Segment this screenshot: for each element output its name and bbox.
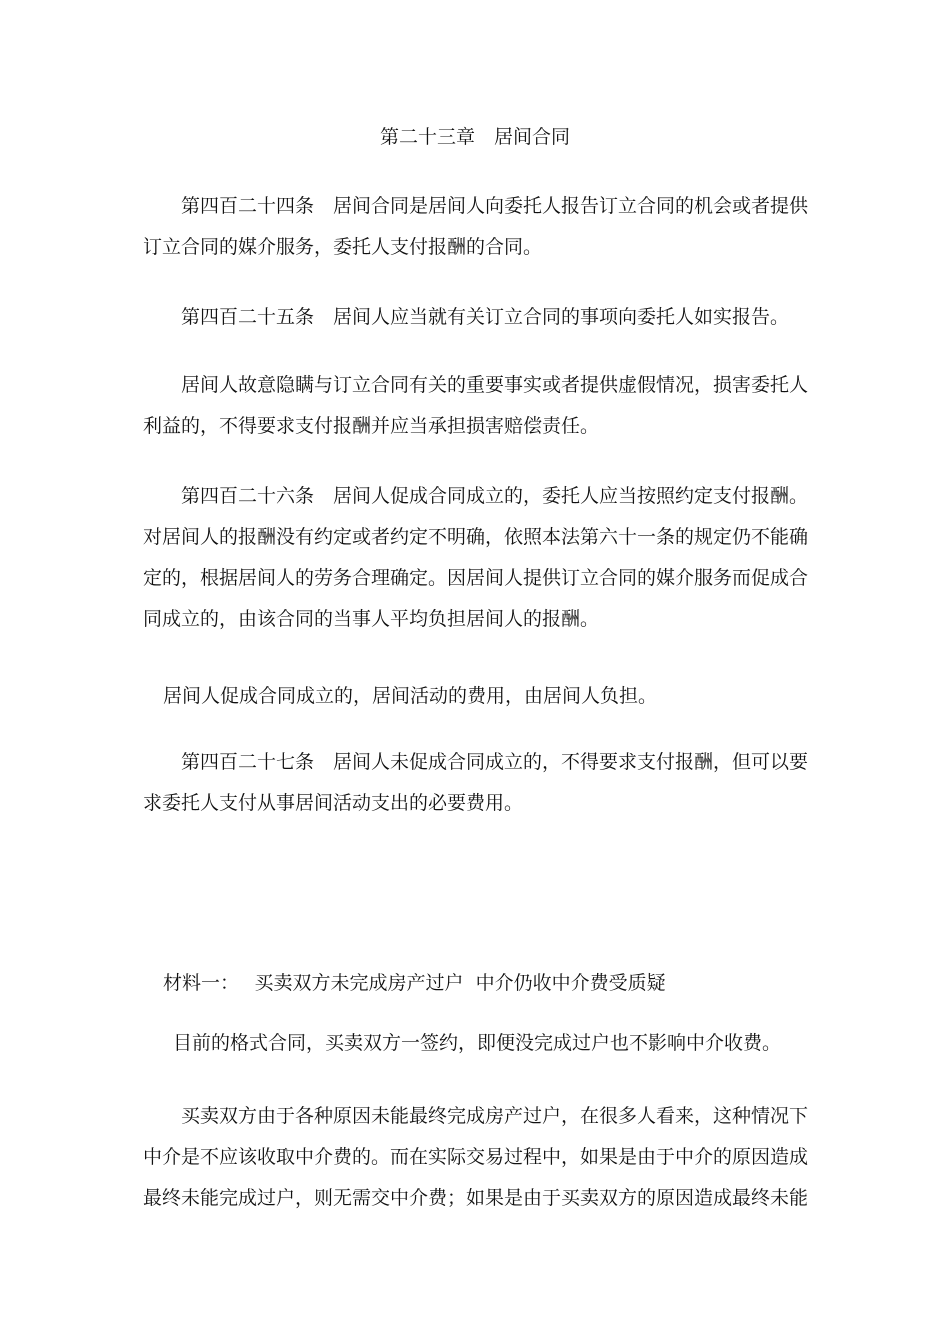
article-427: 第四百二十七条 居间人未促成合同成立的，不得要求支付报酬，但可以要求委托人支付从事居间活动支出的必要费用。: [143, 751, 809, 814]
article-424: 第四百二十四条 居间合同是居间人向委托人报告订立合同的机会或者提供订立合同的媒介服务，委托人支付报酬的合同。: [143, 195, 809, 258]
article-426-clause-2: 居间人促成合同成立的，居间活动的费用，由居间人负担。: [163, 685, 658, 707]
chapter-title: 第二十三章 居间合同: [379, 126, 570, 148]
article-425: 第四百二十五条 居间人应当就有关订立合同的事项向委托人如实报告。: [181, 306, 790, 328]
material-body: 买卖双方由于各种原因未能最终完成房产过户，在很多人看来，这种情况下中介是不应该收取中介费的。而在实际交易过程中，如果是由于中介的原因造成最终未能完成过户，则无需交中介费；如果是由于买卖双方的原因造成最终未能: [143, 1105, 809, 1209]
article-425-clause-2: 居间人故意隐瞒与订立合同有关的重要事实或者提供虚假情况，损害委托人利益的，不得要求支付报酬并应当承担损害赔偿责任。: [143, 374, 809, 437]
material-heading: 材料一： 买卖双方未完成房产过户 中介仍收中介费受质疑: [163, 972, 666, 994]
article-426: 第四百二十六条 居间人促成合同成立的，委托人应当按照约定支付报酬。对居间人的报酬没有约定或者约定不明确，依照本法第六十一条的规定仍不能确定的，根据居间人的劳务合理确定。因居间人提供订立合同的媒介服务而促成合同成立的，由该合同的当事人平均负担居间人的报酬。: [143, 485, 809, 630]
material-summary: 目前的格式合同，买卖双方一签约，即便没完成过户也不影响中介收费。: [173, 1032, 782, 1054]
